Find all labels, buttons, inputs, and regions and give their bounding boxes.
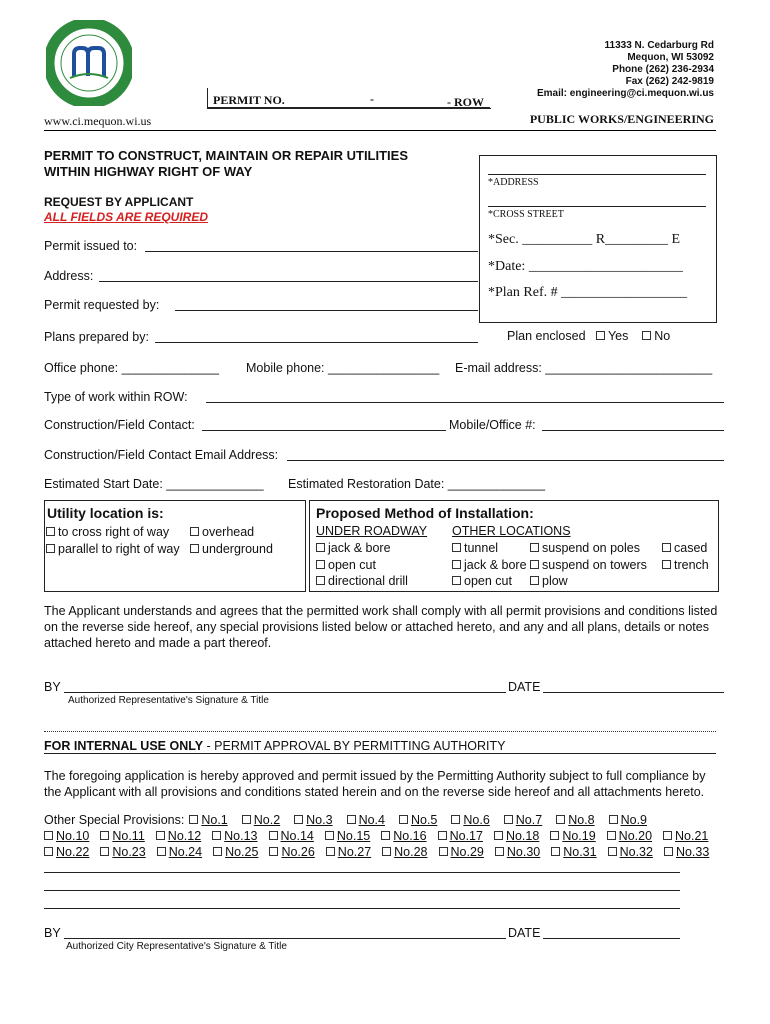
provision-checkbox-item[interactable]	[663, 829, 708, 843]
email-line: Email: engineering@ci.mequon.wi.us	[536, 88, 714, 99]
option-underground[interactable]	[190, 542, 273, 556]
provision-label: No.33	[675, 845, 710, 859]
checkbox-icon[interactable]	[269, 847, 278, 856]
by-label: BY	[44, 680, 61, 694]
provision-checkbox-item[interactable]	[325, 829, 370, 843]
checkbox-icon[interactable]	[325, 831, 334, 840]
provision-label: No.9	[620, 813, 647, 827]
provision-checkbox-item[interactable]	[504, 813, 542, 827]
address-line: Phone (262) 236-2934	[612, 64, 714, 75]
applicant-signature-field[interactable]	[64, 692, 506, 693]
checkbox-icon[interactable]	[494, 831, 503, 840]
checkbox-icon[interactable]	[663, 831, 672, 840]
department: PUBLIC WORKS/ENGINEERING	[529, 112, 714, 126]
provision-checkbox-item[interactable]	[382, 845, 427, 859]
contact-email-field[interactable]	[287, 460, 724, 461]
provision-checkbox-item[interactable]	[212, 829, 257, 843]
checkbox-icon[interactable]	[213, 847, 222, 856]
address-line: Mequon, WI 53092	[627, 52, 714, 63]
method-suspend-towers[interactable]	[530, 558, 647, 572]
plans-prepared-by-field[interactable]	[155, 342, 478, 343]
method-other-open-cut[interactable]	[452, 574, 512, 588]
option-label: open cut	[328, 558, 376, 572]
option-label: trench	[674, 558, 709, 572]
checkbox-icon[interactable]	[157, 847, 166, 856]
option-label: cased	[674, 541, 708, 555]
date-label: DATE	[508, 680, 541, 694]
city-by-label: BY	[44, 926, 61, 940]
provision-checkbox-item[interactable]	[609, 813, 647, 827]
under-roadway-heading: UNDER ROADWAY	[316, 524, 428, 538]
provision-label: No.2	[253, 813, 281, 827]
provision-label: No.22	[56, 845, 90, 859]
permit-no-field[interactable]	[207, 88, 491, 109]
checkbox-icon[interactable]	[44, 847, 53, 856]
provision-label: No.16	[393, 829, 427, 843]
provision-notes-line[interactable]	[44, 908, 680, 909]
option-label: jack & bore	[464, 558, 527, 572]
provision-checkbox-item[interactable]	[269, 829, 314, 843]
city-signature-field[interactable]	[64, 938, 506, 939]
permit-issued-to-label: Permit issued to:	[44, 239, 138, 253]
provision-label: No.27	[337, 845, 372, 859]
option-label: suspend on towers	[542, 558, 647, 572]
provision-checkbox-item[interactable]	[381, 829, 426, 843]
provision-checkbox-item[interactable]	[213, 845, 258, 859]
provision-checkbox-item[interactable]	[157, 845, 202, 859]
provision-label: No.28	[394, 845, 428, 859]
provision-label: No.6	[463, 813, 490, 827]
provision-label: No.4	[358, 813, 385, 827]
provision-checkbox-item[interactable]	[608, 845, 653, 859]
checkbox-icon[interactable]	[551, 847, 560, 856]
provision-checkbox-item[interactable]	[100, 845, 145, 859]
no-checkbox[interactable]	[642, 331, 651, 340]
checkbox-icon[interactable]	[438, 831, 447, 840]
provision-checkbox-item[interactable]	[556, 813, 594, 827]
type-of-work-field[interactable]	[206, 402, 724, 403]
provision-checkbox-item[interactable]	[439, 845, 484, 859]
provision-label: No.29	[450, 845, 484, 859]
sec-field[interactable]: *Sec. __________ R_________ E	[488, 232, 681, 247]
start-date-field[interactable]: Estimated Start Date: ______________	[44, 477, 264, 491]
method-plow[interactable]	[530, 574, 568, 588]
checkbox-icon[interactable]	[44, 831, 53, 840]
provision-notes-line[interactable]	[44, 872, 680, 873]
city-logo	[46, 20, 132, 106]
checkbox-icon[interactable]	[326, 847, 335, 856]
provision-label: No.17	[449, 829, 483, 843]
utility-location-box	[44, 500, 306, 592]
provision-checkbox-item[interactable]	[495, 845, 540, 859]
checkbox-icon[interactable]	[269, 831, 278, 840]
construction-contact-label: Construction/Field Contact:	[44, 418, 195, 432]
provision-checkbox-item[interactable]	[269, 845, 314, 859]
permit-no-label: PERMIT NO.	[213, 93, 285, 107]
approval-text: The foregoing application is hereby approved and permit issued by the Permitting Authority subject to full compliance by the Applicant with all provisions and conditions stated herein and on the reverse side hereof and all attachments hereto.	[44, 769, 706, 799]
mobile-office-field[interactable]	[542, 430, 724, 431]
plan-ref-field[interactable]: *Plan Ref. # __________________	[488, 285, 688, 300]
installation-box	[309, 500, 719, 592]
checkbox-icon[interactable]	[294, 815, 303, 824]
utility-location-heading: Utility location is:	[47, 505, 164, 521]
checkbox-icon[interactable]	[664, 847, 673, 856]
provision-checkbox-item[interactable]	[494, 829, 539, 843]
provision-label: No.5	[410, 813, 438, 827]
checkbox-icon[interactable]	[550, 831, 559, 840]
provisions-label: Other Special Provisions:	[44, 813, 185, 827]
provisions	[44, 812, 724, 860]
method-directional-drill[interactable]	[316, 574, 408, 588]
method-suspend-poles[interactable]	[530, 541, 640, 555]
date-field[interactable]: *Date: ______________________	[488, 259, 683, 274]
website: www.ci.mequon.wi.us	[44, 114, 152, 128]
option-label: overhead	[202, 525, 255, 539]
checkbox-icon[interactable]	[381, 831, 390, 840]
provision-checkbox-item[interactable]	[664, 845, 709, 859]
provision-label: No.12	[167, 829, 202, 843]
provision-label: No.25	[225, 845, 259, 859]
permit-row-suffix: - ROW	[447, 95, 484, 109]
checkbox-icon[interactable]	[189, 815, 198, 824]
provisions-row	[44, 828, 724, 844]
address-field-label[interactable]: *ADDRESS	[488, 177, 539, 188]
permit-requested-by-field[interactable]	[175, 310, 478, 311]
provision-checkbox-item[interactable]	[550, 829, 595, 843]
address-line: Fax (262) 242-9819	[625, 76, 714, 87]
checkbox-icon[interactable]	[100, 847, 109, 856]
plans-prepared-by-label: Plans prepared by:	[44, 330, 149, 344]
checkbox-icon[interactable]	[556, 815, 565, 824]
checkbox-icon[interactable]	[242, 815, 251, 824]
address-label: Address:	[44, 269, 94, 283]
provision-label: No.20	[618, 829, 653, 843]
restoration-date-field[interactable]: Estimated Restoration Date: ______________	[288, 477, 546, 491]
provision-checkbox-item[interactable]	[44, 829, 89, 843]
method-cased[interactable]	[662, 541, 707, 555]
option-label: parallel to right of way	[58, 542, 180, 556]
installation-heading: Proposed Method of Installation:	[316, 505, 534, 521]
internal-heading-rest: - PERMIT APPROVAL BY PERMITTING AUTHORITY	[203, 739, 506, 753]
provision-label: No.15	[336, 829, 371, 843]
provision-checkbox-item[interactable]	[242, 813, 280, 827]
mobile-phone-field[interactable]: Mobile phone: ________________	[246, 361, 440, 375]
option-parallel-row[interactable]	[46, 542, 180, 556]
checkbox-icon[interactable]	[504, 815, 513, 824]
applicant-date-field[interactable]	[543, 692, 724, 693]
form-title	[44, 148, 408, 180]
provision-label: No.32	[619, 845, 653, 859]
type-of-work-label: Type of work within ROW:	[44, 390, 188, 404]
provision-checkbox-item[interactable]	[100, 829, 144, 843]
provision-checkbox-item[interactable]	[438, 829, 483, 843]
yes-label: Yes	[607, 329, 629, 343]
no-label: No	[654, 329, 671, 343]
checkbox-icon[interactable]	[156, 831, 165, 840]
provision-checkbox-item[interactable]	[44, 845, 89, 859]
checkbox-icon[interactable]	[451, 815, 460, 824]
email-address-field[interactable]: E-mail address: ________________________	[455, 361, 713, 375]
provision-label: No.23	[112, 845, 146, 859]
plan-enclosed-label: Plan enclosed	[507, 329, 586, 343]
city-signature-caption: Authorized City Representative's Signature & Title	[66, 941, 287, 952]
provision-label: No.14	[280, 829, 314, 843]
option-label: directional drill	[328, 574, 408, 588]
provisions-row	[44, 844, 724, 860]
option-label: suspend on poles	[542, 541, 640, 555]
internal-heading	[44, 739, 505, 753]
checkbox-icon[interactable]	[607, 831, 616, 840]
checkbox-icon[interactable]	[347, 815, 356, 824]
office-phone-field[interactable]: Office phone: ______________	[44, 361, 219, 375]
checkbox-icon[interactable]	[439, 847, 448, 856]
agreement-text: The Applicant understands and agrees that the permitted work shall comply with all permit provisions and conditions listed on the reverse side hereof, any special provisions listed below or attached hereto, and any and all plans, details or notes attached hereto and made a part thereof.	[44, 604, 718, 650]
provision-label: No.21	[675, 829, 709, 843]
provision-checkbox-item[interactable]	[399, 813, 437, 827]
provision-label: No.8	[568, 813, 595, 827]
provision-label: No.11	[112, 829, 145, 843]
checkbox-icon[interactable]	[608, 847, 617, 856]
option-label: tunnel	[464, 541, 499, 555]
method-other-jack-bore[interactable]	[452, 558, 527, 572]
option-label: plow	[542, 574, 568, 588]
provision-label: No.26	[281, 845, 315, 859]
contact-email-label: Construction/Field Contact Email Address:	[44, 448, 279, 462]
permit-issued-to-field[interactable]	[145, 251, 478, 252]
city-date-field[interactable]	[543, 938, 680, 939]
cross-street-field-label[interactable]: *CROSS STREET	[488, 209, 564, 220]
checkbox-icon[interactable]	[212, 831, 221, 840]
mobile-office-label: Mobile/Office #:	[449, 418, 536, 432]
address-line: 11333 N. Cedarburg Rd	[604, 40, 714, 51]
provision-checkbox-item[interactable]	[347, 813, 385, 827]
dotted-separator	[44, 731, 716, 732]
provision-checkbox-item[interactable]	[189, 813, 227, 827]
provision-checkbox-item[interactable]	[326, 845, 371, 859]
option-label: to cross right of way	[58, 525, 170, 539]
city-date-label: DATE	[508, 926, 541, 940]
option-label: open cut	[464, 574, 512, 588]
option-label: jack & bore	[328, 541, 391, 555]
internal-heading-bold: FOR INTERNAL USE ONLY	[44, 739, 204, 753]
method-tunnel[interactable]	[452, 541, 498, 555]
provisions-row	[44, 812, 724, 828]
provision-label: No.18	[505, 829, 540, 843]
provision-label: No.31	[563, 845, 597, 859]
provision-label: No.3	[306, 813, 333, 827]
form-title-line2: WITHIN HIGHWAY RIGHT OF WAY	[44, 164, 253, 179]
provision-notes-line[interactable]	[44, 890, 680, 891]
form-title-line1: PERMIT TO CONSTRUCT, MAINTAIN OR REPAIR UTILITIES	[44, 148, 408, 163]
provision-label: No.10	[56, 829, 90, 843]
method-jack-bore[interactable]	[316, 541, 391, 555]
provision-label: No.7	[515, 813, 543, 827]
provision-checkbox-item[interactable]	[156, 829, 201, 843]
checkbox-icon[interactable]	[100, 831, 109, 840]
required-note: ALL FIELDS ARE REQUIRED	[44, 210, 209, 224]
location-box	[479, 155, 717, 323]
option-overhead[interactable]	[190, 525, 254, 539]
provision-checkbox-item[interactable]	[451, 813, 489, 827]
provision-checkbox-item[interactable]	[294, 813, 332, 827]
provision-label: No.19	[562, 829, 596, 843]
option-label: underground	[202, 542, 273, 556]
plan-enclosed-row	[507, 329, 670, 343]
provision-label: No.13	[224, 829, 258, 843]
method-open-cut[interactable]	[316, 558, 376, 572]
provision-label: No.1	[201, 813, 228, 827]
other-locations-heading: OTHER LOCATIONS	[452, 524, 571, 538]
city-address	[537, 40, 714, 100]
provision-checkbox-item[interactable]	[607, 829, 652, 843]
provision-checkbox-item[interactable]	[551, 845, 596, 859]
permit-requested-by-label: Permit requested by:	[44, 298, 160, 312]
permit-no-dash: -	[370, 92, 374, 106]
city-seal-icon	[46, 20, 132, 106]
method-trench[interactable]	[662, 558, 709, 572]
checkbox-icon[interactable]	[382, 847, 391, 856]
construction-contact-field[interactable]	[202, 430, 446, 431]
checkbox-icon[interactable]	[495, 847, 504, 856]
provision-label: No.24	[168, 845, 203, 859]
checkbox-icon[interactable]	[399, 815, 408, 824]
yes-checkbox[interactable]	[596, 331, 605, 340]
provision-label: No.30	[506, 845, 541, 859]
option-cross-row[interactable]	[46, 525, 169, 539]
signature-caption: Authorized Representative's Signature & Title	[68, 695, 269, 706]
request-heading: REQUEST BY APPLICANT	[44, 195, 194, 209]
address-field[interactable]	[99, 281, 478, 282]
checkbox-icon[interactable]	[609, 815, 618, 824]
